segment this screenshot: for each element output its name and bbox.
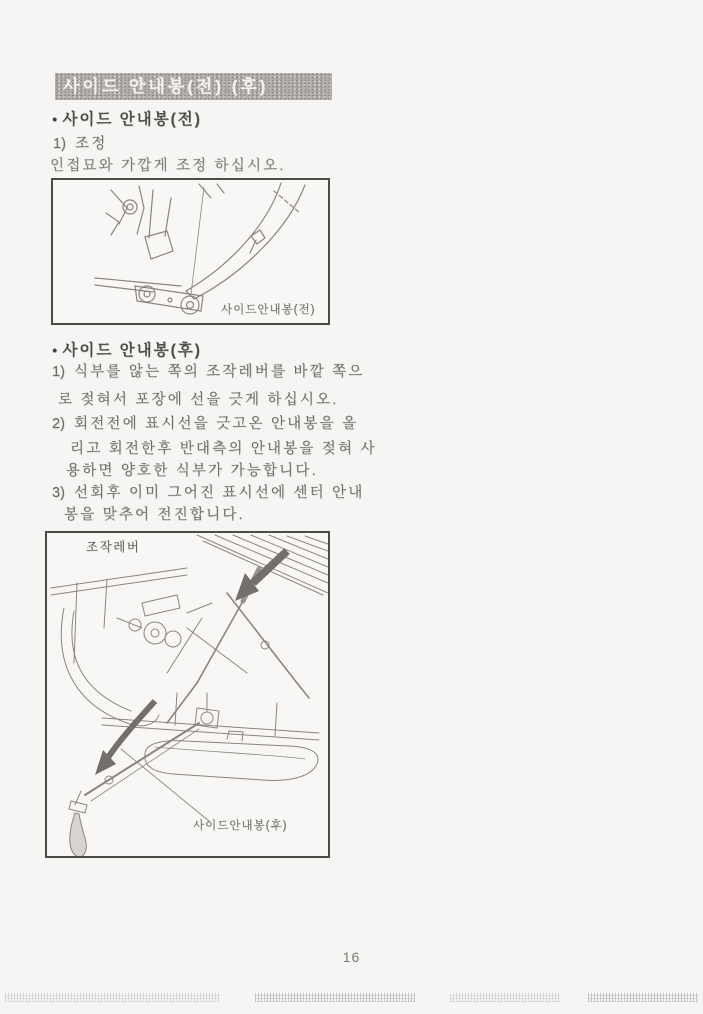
front-adjust-label: 조정 — [75, 136, 108, 152]
rear-item-2-line-3: 용하면 양호한 식부가 가능합니다. — [66, 463, 318, 479]
rear-item-3-line-2: 봉을 맞추어 전진합니다. — [64, 507, 245, 523]
item-number: 1) — [53, 136, 66, 152]
rear-item-2-line-2: 리고 회전한후 반대측의 안내봉을 젖혀 사 — [70, 441, 377, 457]
rear-item-2-line-1 — [52, 412, 358, 433]
item-text: 선회후 이미 그어진 표시선에 센터 안내 — [74, 485, 365, 501]
front-adjust-line — [53, 132, 107, 153]
item-text: 회전전에 표시선을 긋고온 안내봉을 올 — [74, 416, 359, 432]
figure-rear — [45, 531, 330, 858]
page-number: 16 — [342, 949, 361, 965]
figure-front — [51, 178, 330, 325]
section-title-bar — [55, 73, 332, 100]
item-number: 2) — [52, 416, 65, 432]
item-number: 3) — [52, 485, 65, 501]
front-note-line: 인접묘와 가깝게 조정 하십시오. — [50, 158, 286, 174]
figure-rear-drawing — [47, 533, 328, 856]
rear-heading-text: 사이드 안내봉(후) — [62, 342, 202, 359]
figure-front-caption: 사이드안내봉(전) — [221, 304, 316, 316]
rear-item-1-line-2: 로 젖혀서 포장에 선을 긋게 하십시오. — [58, 392, 339, 408]
section-title: 사이드 안내봉(전) (후) — [63, 77, 269, 96]
rear-item-3-line-1 — [52, 481, 364, 502]
figure-rear-lever-label: 조작레버 — [86, 540, 141, 554]
front-section-heading — [52, 107, 202, 129]
rear-section-heading — [52, 338, 202, 360]
item-text: 식부를 않는 쪽의 조작레버를 바깥 쪽으 — [74, 364, 365, 380]
scan-noise-strip — [0, 991, 703, 1004]
bullet-icon: ● — [52, 114, 60, 124]
front-heading-text: 사이드 안내봉(전) — [62, 111, 202, 128]
item-number: 1) — [52, 364, 65, 380]
figure-rear-caption: 사이드안내봉(후) — [193, 820, 288, 832]
rear-item-1-line-1 — [52, 360, 364, 381]
bullet-icon: ● — [52, 345, 60, 355]
